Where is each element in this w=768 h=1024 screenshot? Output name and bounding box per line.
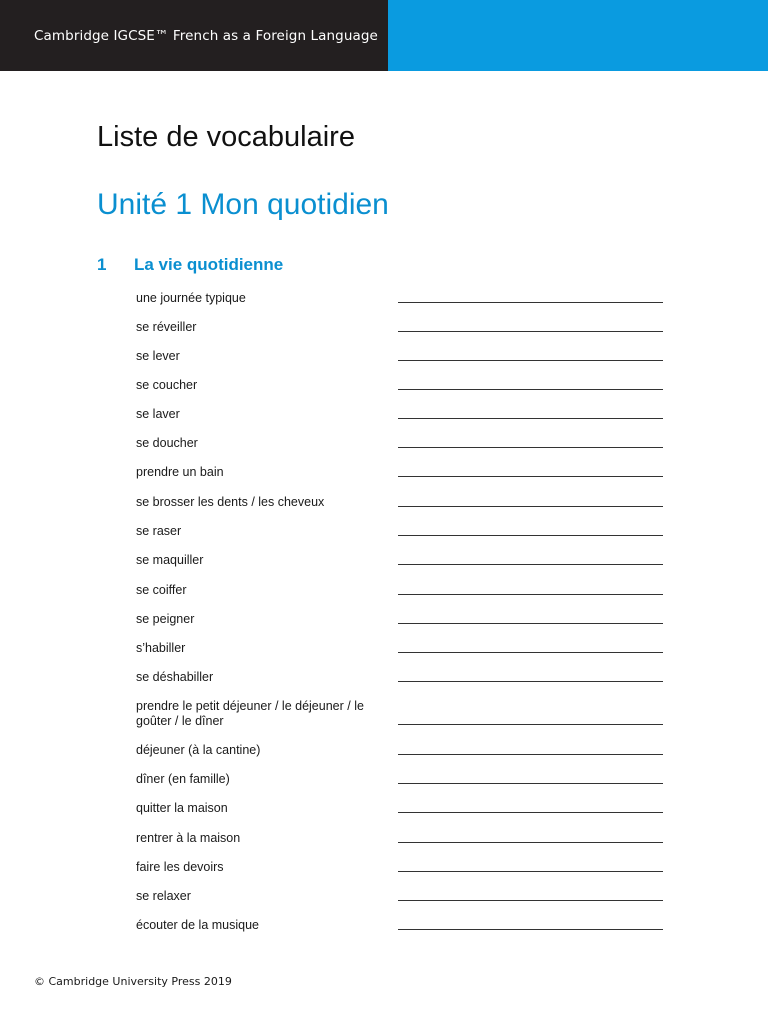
answer-line [398,842,663,843]
answer-line [398,783,663,784]
copyright-footer: © Cambridge University Press 2019 [34,975,232,988]
answer-line [398,623,663,624]
answer-line [398,652,663,653]
answer-line [398,812,663,813]
vocab-term: se doucher [136,436,198,450]
vocab-term: se relaxer [136,889,191,903]
answer-line [398,594,663,595]
vocab-term: se maquiller [136,553,204,567]
vocab-term: s’habiller [136,641,186,655]
answer-line [398,929,663,930]
answer-line [398,302,663,303]
vocab-term: se laver [136,407,180,421]
section-number: 1 [97,255,107,274]
vocab-term: prendre le petit déjeuner / le déjeuner / le goûter / le dîner [136,699,364,728]
vocab-term: faire les devoirs [136,860,224,874]
vocab-term: se brosser les dents / les cheveux [136,495,325,509]
answer-line [398,754,663,755]
vocab-term: se peigner [136,612,195,626]
page-title: Liste de vocabulaire [97,121,355,153]
answer-line [398,681,663,682]
answer-line [398,900,663,901]
vocab-term: se lever [136,349,180,363]
answer-line [398,506,663,507]
unit-title: Unité 1 Mon quotidien [97,188,389,221]
vocab-term: déjeuner (à la cantine) [136,743,261,757]
answer-line [398,476,663,477]
answer-line [398,389,663,390]
vocab-term: quitter la maison [136,801,228,815]
vocab-term: se réveiller [136,320,197,334]
header-title: Cambridge IGCSE™ French as a Foreign Language [34,28,378,44]
answer-line [398,871,663,872]
vocab-term: une journée typique [136,291,246,305]
answer-line [398,360,663,361]
vocab-term: prendre un bain [136,465,224,479]
answer-line [398,724,663,725]
answer-line [398,564,663,565]
vocab-term: rentrer à la maison [136,831,241,845]
answer-line [398,535,663,536]
answer-line [398,331,663,332]
vocab-term: dîner (en famille) [136,772,230,786]
vocab-term: se coiffer [136,583,187,597]
vocab-term: se coucher [136,378,198,392]
answer-line [398,447,663,448]
vocab-term: écouter de la musique [136,918,259,932]
vocab-term: se déshabiller [136,670,214,684]
vocab-term: se raser [136,524,182,538]
answer-line [398,418,663,419]
section-title: La vie quotidienne [134,255,284,274]
